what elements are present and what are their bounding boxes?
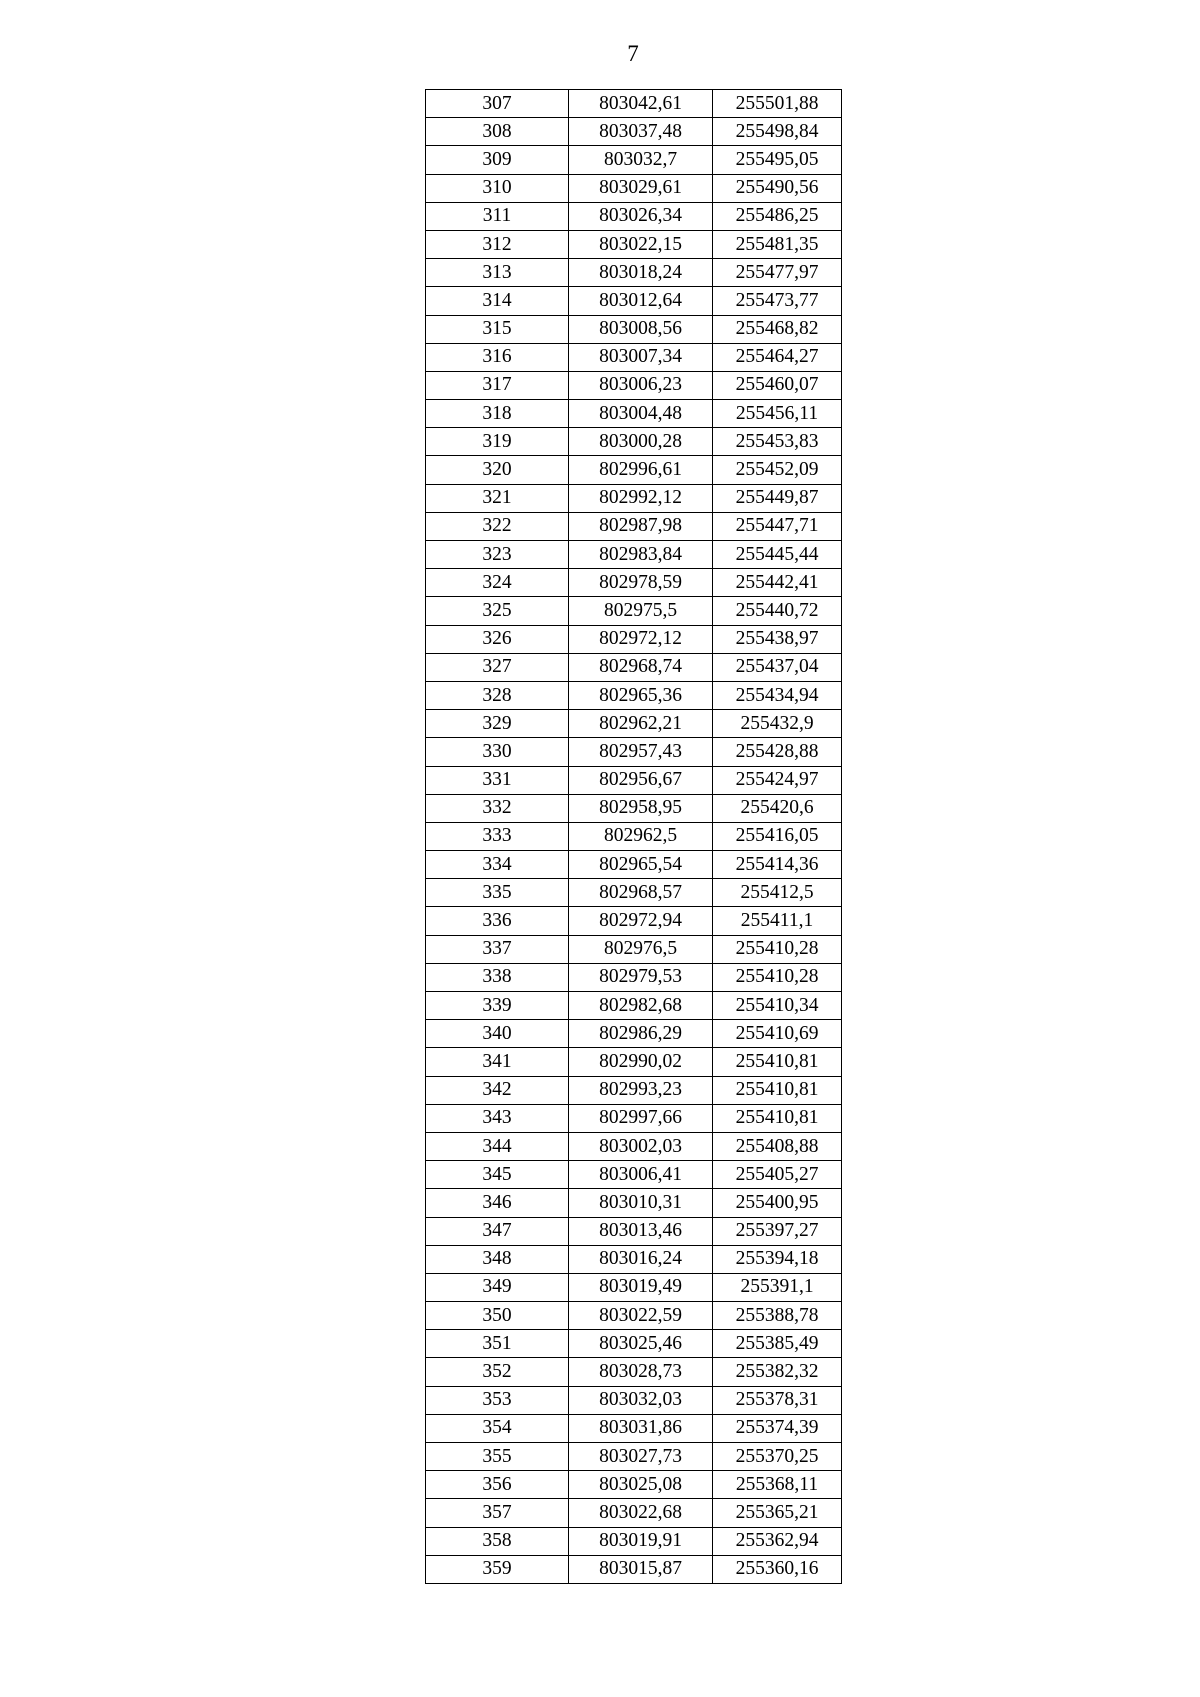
- point-number-cell: 319: [426, 428, 569, 456]
- point-number-cell: 337: [426, 935, 569, 963]
- y-coordinate-cell: 255445,44: [713, 541, 842, 569]
- table-row: [426, 992, 842, 1020]
- table-row: [426, 1555, 842, 1583]
- x-coordinate-cell: 803031,86: [569, 1414, 713, 1442]
- y-coordinate-cell: 255490,56: [713, 174, 842, 202]
- table-row: [426, 90, 842, 118]
- y-coordinate-cell: 255464,27: [713, 343, 842, 371]
- point-number-cell: 346: [426, 1189, 569, 1217]
- point-number-cell: 314: [426, 287, 569, 315]
- x-coordinate-cell: 802972,12: [569, 625, 713, 653]
- point-number-cell: 332: [426, 794, 569, 822]
- table-row: [426, 1302, 842, 1330]
- x-coordinate-cell: 803002,03: [569, 1132, 713, 1160]
- point-number-cell: 350: [426, 1302, 569, 1330]
- table-row: [426, 710, 842, 738]
- x-coordinate-cell: 802992,12: [569, 484, 713, 512]
- y-coordinate-cell: 255468,82: [713, 315, 842, 343]
- point-number-cell: 356: [426, 1471, 569, 1499]
- x-coordinate-cell: 803019,49: [569, 1273, 713, 1301]
- point-number-cell: 342: [426, 1076, 569, 1104]
- y-coordinate-cell: 255408,88: [713, 1132, 842, 1160]
- x-coordinate-cell: 802983,84: [569, 541, 713, 569]
- x-coordinate-cell: 802975,5: [569, 597, 713, 625]
- x-coordinate-cell: 803007,34: [569, 343, 713, 371]
- table-row: [426, 681, 842, 709]
- x-coordinate-cell: 802982,68: [569, 992, 713, 1020]
- point-number-cell: 323: [426, 541, 569, 569]
- y-coordinate-cell: 255362,94: [713, 1527, 842, 1555]
- point-number-cell: 310: [426, 174, 569, 202]
- x-coordinate-cell: 803026,34: [569, 202, 713, 230]
- y-coordinate-cell: 255442,41: [713, 569, 842, 597]
- point-number-cell: 318: [426, 400, 569, 428]
- point-number-cell: 355: [426, 1443, 569, 1471]
- x-coordinate-cell: 803042,61: [569, 90, 713, 118]
- x-coordinate-cell: 802968,74: [569, 653, 713, 681]
- y-coordinate-cell: 255394,18: [713, 1245, 842, 1273]
- x-coordinate-cell: 803006,23: [569, 371, 713, 399]
- table-row: [426, 653, 842, 681]
- point-number-cell: 353: [426, 1386, 569, 1414]
- x-coordinate-cell: 803022,15: [569, 230, 713, 258]
- y-coordinate-cell: 255410,81: [713, 1104, 842, 1132]
- table-row: [426, 1386, 842, 1414]
- y-coordinate-cell: 255391,1: [713, 1273, 842, 1301]
- y-coordinate-cell: 255368,11: [713, 1471, 842, 1499]
- table-row: [426, 259, 842, 287]
- table-row: [426, 484, 842, 512]
- y-coordinate-cell: 255360,16: [713, 1555, 842, 1583]
- x-coordinate-cell: 802956,67: [569, 766, 713, 794]
- y-coordinate-cell: 255424,97: [713, 766, 842, 794]
- point-number-cell: 357: [426, 1499, 569, 1527]
- table-row: [426, 766, 842, 794]
- point-number-cell: 339: [426, 992, 569, 1020]
- y-coordinate-cell: 255365,21: [713, 1499, 842, 1527]
- table-row: [426, 794, 842, 822]
- y-coordinate-cell: 255410,69: [713, 1020, 842, 1048]
- table-row: [426, 1499, 842, 1527]
- x-coordinate-cell: 802990,02: [569, 1048, 713, 1076]
- point-number-cell: 328: [426, 681, 569, 709]
- point-number-cell: 354: [426, 1414, 569, 1442]
- x-coordinate-cell: 803019,91: [569, 1527, 713, 1555]
- y-coordinate-cell: 255374,39: [713, 1414, 842, 1442]
- y-coordinate-cell: 255410,81: [713, 1076, 842, 1104]
- point-number-cell: 321: [426, 484, 569, 512]
- x-coordinate-cell: 803000,28: [569, 428, 713, 456]
- table-row: [426, 907, 842, 935]
- table-row: [426, 569, 842, 597]
- table-row: [426, 1245, 842, 1273]
- table-row: [426, 315, 842, 343]
- x-coordinate-cell: 802979,53: [569, 963, 713, 991]
- x-coordinate-cell: 803032,7: [569, 146, 713, 174]
- y-coordinate-cell: 255481,35: [713, 230, 842, 258]
- table-row: [426, 456, 842, 484]
- x-coordinate-cell: 802972,94: [569, 907, 713, 935]
- point-number-cell: 327: [426, 653, 569, 681]
- y-coordinate-cell: 255410,81: [713, 1048, 842, 1076]
- point-number-cell: 347: [426, 1217, 569, 1245]
- x-coordinate-cell: 803004,48: [569, 400, 713, 428]
- point-number-cell: 358: [426, 1527, 569, 1555]
- point-number-cell: 307: [426, 90, 569, 118]
- table-row: [426, 118, 842, 146]
- point-number-cell: 316: [426, 343, 569, 371]
- point-number-cell: 341: [426, 1048, 569, 1076]
- y-coordinate-cell: 255428,88: [713, 738, 842, 766]
- table-row: [426, 851, 842, 879]
- table-row: [426, 428, 842, 456]
- table-row: [426, 343, 842, 371]
- table-row: [426, 1076, 842, 1104]
- table-row: [426, 1048, 842, 1076]
- y-coordinate-cell: 255397,27: [713, 1217, 842, 1245]
- point-number-cell: 317: [426, 371, 569, 399]
- y-coordinate-cell: 255370,25: [713, 1443, 842, 1471]
- y-coordinate-cell: 255405,27: [713, 1161, 842, 1189]
- y-coordinate-cell: 255416,05: [713, 822, 842, 850]
- point-number-cell: 326: [426, 625, 569, 653]
- x-coordinate-cell: 802962,21: [569, 710, 713, 738]
- x-coordinate-cell: 803008,56: [569, 315, 713, 343]
- table-row: [426, 541, 842, 569]
- table-row: [426, 597, 842, 625]
- table-row: [426, 1358, 842, 1386]
- point-number-cell: 330: [426, 738, 569, 766]
- y-coordinate-cell: 255456,11: [713, 400, 842, 428]
- point-number-cell: 320: [426, 456, 569, 484]
- table-row: [426, 1161, 842, 1189]
- y-coordinate-cell: 255477,97: [713, 259, 842, 287]
- x-coordinate-cell: 802968,57: [569, 879, 713, 907]
- y-coordinate-cell: 255449,87: [713, 484, 842, 512]
- point-number-cell: 338: [426, 963, 569, 991]
- x-coordinate-cell: 803018,24: [569, 259, 713, 287]
- y-coordinate-cell: 255414,36: [713, 851, 842, 879]
- y-coordinate-cell: 255410,34: [713, 992, 842, 1020]
- x-coordinate-cell: 803028,73: [569, 1358, 713, 1386]
- y-coordinate-cell: 255378,31: [713, 1386, 842, 1414]
- y-coordinate-cell: 255498,84: [713, 118, 842, 146]
- point-number-cell: 331: [426, 766, 569, 794]
- x-coordinate-cell: 802962,5: [569, 822, 713, 850]
- y-coordinate-cell: 255385,49: [713, 1330, 842, 1358]
- y-coordinate-cell: 255382,32: [713, 1358, 842, 1386]
- y-coordinate-cell: 255486,25: [713, 202, 842, 230]
- x-coordinate-cell: 802993,23: [569, 1076, 713, 1104]
- point-number-cell: 352: [426, 1358, 569, 1386]
- table-row: [426, 1414, 842, 1442]
- point-number-cell: 322: [426, 512, 569, 540]
- x-coordinate-cell: 802997,66: [569, 1104, 713, 1132]
- table-row: [426, 1020, 842, 1048]
- x-coordinate-cell: 802965,36: [569, 681, 713, 709]
- y-coordinate-cell: 255447,71: [713, 512, 842, 540]
- table-row: [426, 287, 842, 315]
- y-coordinate-cell: 255438,97: [713, 625, 842, 653]
- table-row: [426, 1273, 842, 1301]
- x-coordinate-cell: 803037,48: [569, 118, 713, 146]
- table-row: [426, 202, 842, 230]
- x-coordinate-cell: 802958,95: [569, 794, 713, 822]
- point-number-cell: 308: [426, 118, 569, 146]
- point-number-cell: 325: [426, 597, 569, 625]
- x-coordinate-cell: 803022,68: [569, 1499, 713, 1527]
- table-row: [426, 174, 842, 202]
- x-coordinate-cell: 803022,59: [569, 1302, 713, 1330]
- point-number-cell: 343: [426, 1104, 569, 1132]
- y-coordinate-cell: 255434,94: [713, 681, 842, 709]
- x-coordinate-cell: 802987,98: [569, 512, 713, 540]
- point-number-cell: 344: [426, 1132, 569, 1160]
- point-number-cell: 335: [426, 879, 569, 907]
- table-row: [426, 1471, 842, 1499]
- y-coordinate-cell: 255410,28: [713, 963, 842, 991]
- point-number-cell: 333: [426, 822, 569, 850]
- coordinates-table: [425, 89, 842, 1584]
- x-coordinate-cell: 803010,31: [569, 1189, 713, 1217]
- page-number: 7: [627, 41, 639, 66]
- x-coordinate-cell: 803015,87: [569, 1555, 713, 1583]
- x-coordinate-cell: 803025,08: [569, 1471, 713, 1499]
- table-row: [426, 1527, 842, 1555]
- point-number-cell: 313: [426, 259, 569, 287]
- x-coordinate-cell: 803025,46: [569, 1330, 713, 1358]
- point-number-cell: 348: [426, 1245, 569, 1273]
- table-row: [426, 1330, 842, 1358]
- y-coordinate-cell: 255452,09: [713, 456, 842, 484]
- y-coordinate-cell: 255400,95: [713, 1189, 842, 1217]
- point-number-cell: 312: [426, 230, 569, 258]
- point-number-cell: 315: [426, 315, 569, 343]
- y-coordinate-cell: 255432,9: [713, 710, 842, 738]
- x-coordinate-cell: 802976,5: [569, 935, 713, 963]
- table-row: [426, 935, 842, 963]
- y-coordinate-cell: 255440,72: [713, 597, 842, 625]
- y-coordinate-cell: 255437,04: [713, 653, 842, 681]
- table-row: [426, 512, 842, 540]
- coordinates-table-body: [426, 90, 842, 1584]
- point-number-cell: 309: [426, 146, 569, 174]
- point-number-cell: 345: [426, 1161, 569, 1189]
- table-row: [426, 1443, 842, 1471]
- table-row: [426, 230, 842, 258]
- y-coordinate-cell: 255420,6: [713, 794, 842, 822]
- table-row: [426, 822, 842, 850]
- point-number-cell: 329: [426, 710, 569, 738]
- y-coordinate-cell: 255501,88: [713, 90, 842, 118]
- table-row: [426, 879, 842, 907]
- x-coordinate-cell: 803012,64: [569, 287, 713, 315]
- y-coordinate-cell: 255388,78: [713, 1302, 842, 1330]
- x-coordinate-cell: 803006,41: [569, 1161, 713, 1189]
- y-coordinate-cell: 255411,1: [713, 907, 842, 935]
- y-coordinate-cell: 255412,5: [713, 879, 842, 907]
- table-row: [426, 625, 842, 653]
- point-number-cell: 311: [426, 202, 569, 230]
- x-coordinate-cell: 802986,29: [569, 1020, 713, 1048]
- x-coordinate-cell: 802978,59: [569, 569, 713, 597]
- point-number-cell: 336: [426, 907, 569, 935]
- point-number-cell: 334: [426, 851, 569, 879]
- y-coordinate-cell: 255473,77: [713, 287, 842, 315]
- y-coordinate-cell: 255453,83: [713, 428, 842, 456]
- x-coordinate-cell: 802965,54: [569, 851, 713, 879]
- y-coordinate-cell: 255495,05: [713, 146, 842, 174]
- x-coordinate-cell: 803027,73: [569, 1443, 713, 1471]
- x-coordinate-cell: 802957,43: [569, 738, 713, 766]
- point-number-cell: 351: [426, 1330, 569, 1358]
- table-row: [426, 1217, 842, 1245]
- table-row: [426, 146, 842, 174]
- table-row: [426, 963, 842, 991]
- table-row: [426, 371, 842, 399]
- x-coordinate-cell: 803016,24: [569, 1245, 713, 1273]
- x-coordinate-cell: 803032,03: [569, 1386, 713, 1414]
- y-coordinate-cell: 255460,07: [713, 371, 842, 399]
- table-row: [426, 1104, 842, 1132]
- x-coordinate-cell: 803013,46: [569, 1217, 713, 1245]
- table-row: [426, 1132, 842, 1160]
- point-number-cell: 340: [426, 1020, 569, 1048]
- table-row: [426, 738, 842, 766]
- x-coordinate-cell: 802996,61: [569, 456, 713, 484]
- table-row: [426, 400, 842, 428]
- point-number-cell: 349: [426, 1273, 569, 1301]
- x-coordinate-cell: 803029,61: [569, 174, 713, 202]
- point-number-cell: 324: [426, 569, 569, 597]
- table-row: [426, 1189, 842, 1217]
- point-number-cell: 359: [426, 1555, 569, 1583]
- y-coordinate-cell: 255410,28: [713, 935, 842, 963]
